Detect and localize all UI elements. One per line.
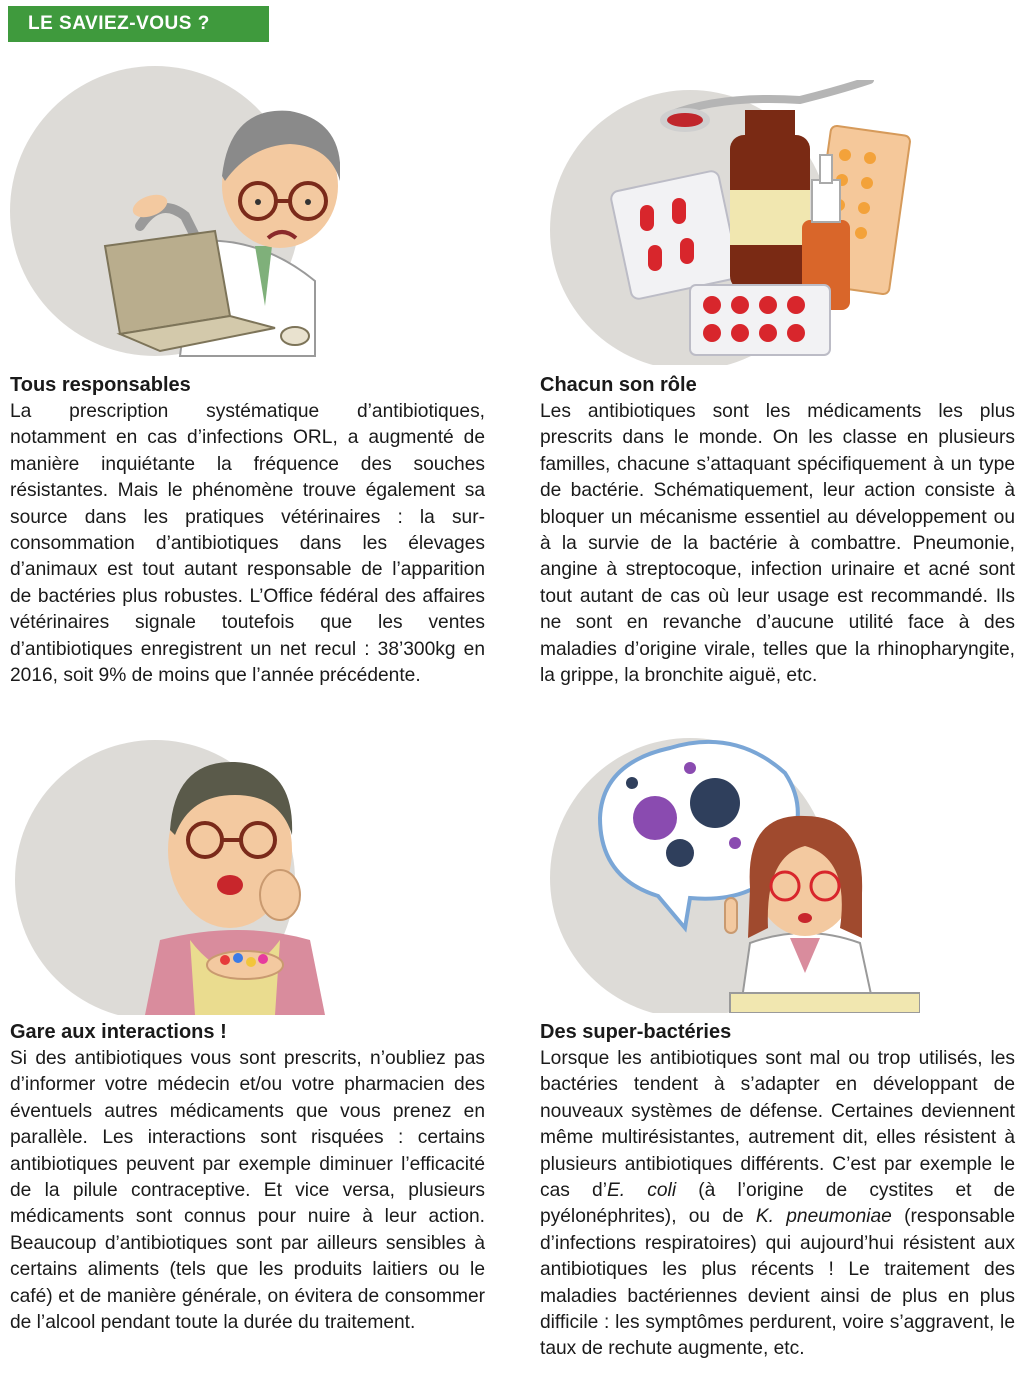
article-body: Lorsque les antibiotiques sont mal ou trop utilisés, les bactéries tendent à s’adapter en développant de nouveaux systèmes de défense. Certaines deviennent même multirésistantes, autrement dit, elles résistent à plusieurs antibiotiques différents. C’est par exemple le cas d’E. coli (à l’origine de cystites et de pyélonéphrites), ou de K. pneumoniae (responsable d’infections respiratoires) qui aujourd’hui résistent aux antibiotiques les plus récents ! Le traitement des maladies bactériennes devient ainsi de plus en plus difficile : les symptômes perdurent, voire s’aggravent, le taux de rechute augmente, etc. bbox=[540, 1048, 1015, 1360]
article-title: Des super-bactéries bbox=[540, 1021, 732, 1043]
medicines-illustration bbox=[540, 80, 920, 365]
doctor-bacteria-illustration bbox=[540, 728, 920, 1013]
article-tous-responsables bbox=[10, 373, 485, 689]
man-with-pills-illustration bbox=[10, 740, 340, 1015]
article-body: La prescription systématique d’antibiotiques, notamment en cas d’infections ORL, a augmenté de manière inquiétante la fréquence des souches résistantes. Mais le phénomène trouve également sa source dans les pratiques vétérinaires : la surconsommation d’antibiotiques dans les élevages d’animaux est tout autant responsable de l’apparition de bactéries plus robustes. L’Office fédéral des affaires vétérinaires signale toutefois que les ventes d’antibiotiques enregistrent un net recul : 38’300kg en 2016, soit 9% de moins que l’année précédente. bbox=[10, 401, 485, 687]
article-chacun-son-role bbox=[540, 373, 1015, 689]
article-title: Tous responsables bbox=[10, 374, 191, 396]
article-super-bacteries bbox=[540, 1020, 1015, 1363]
article-title: Chacun son rôle bbox=[540, 374, 697, 396]
section-tag: LE SAVIEZ-VOUS ? bbox=[8, 6, 269, 42]
article-title: Gare aux interactions ! bbox=[10, 1021, 227, 1043]
article-body: Si des antibiotiques vous sont prescrits, n’oubliez pas d’informer votre médecin et/ou votre pharmacien des éventuels autres médicaments que vous prenez en parallèle. Les interactions sont risquées : certains antibiotiques peuvent par exemple diminuer l’efficacité de la pilule contraceptive. Et vice versa, plusieurs médicaments sont connus pour nuire à leur action. Beaucoup d’antibiotiques sont par ailleurs sensibles à certains aliments (tels que les produits laitiers ou le café) et de manière générale, on évitera de consommer de l’alcool pendant toute la durée du traitement. bbox=[10, 1048, 485, 1334]
article-body: Les antibiotiques sont les médicaments les plus prescrits dans le monde. On les classe en plusieurs familles, chacune s’attaquant spécifiquement à un type de bactérie. Schématiquement, leur action consiste à bloquer un mécanisme essentiel au développement ou à la survie de la bactérie à combattre. Pneumonie, angine à streptocoque, infection urinaire et acné sont tout autant de cas où leur usage est recommandé. Ils ne sont en revanche d’aucune utilité face à des maladies d’origine virale, telles que la rhinopharyngite, la grippe, la bronchite aiguë, etc. bbox=[540, 401, 1015, 687]
doctor-laptop-illustration bbox=[10, 66, 340, 366]
article-gare-aux-interactions bbox=[10, 1020, 485, 1336]
